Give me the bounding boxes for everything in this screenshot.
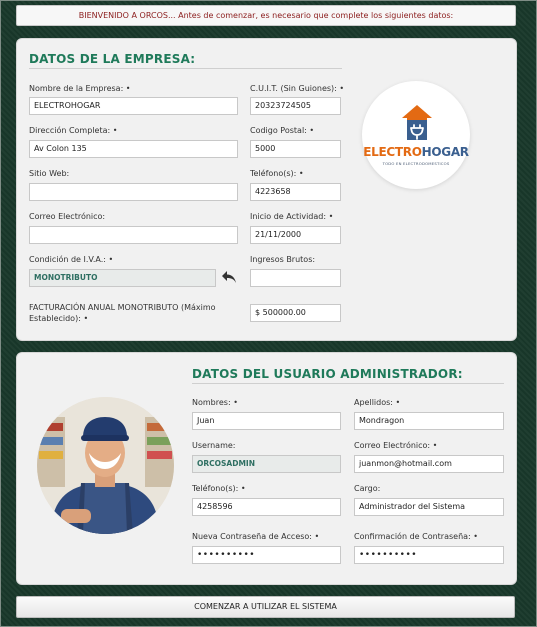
- user-phone-label: Teléfono(s): •: [192, 484, 246, 493]
- website-label: Sitio Web:: [29, 169, 70, 178]
- new-password-input[interactable]: ••••••••••: [192, 546, 341, 564]
- first-name-label: Nombres: •: [192, 398, 238, 407]
- address-input[interactable]: Av Colon 135: [29, 140, 238, 158]
- start-system-button[interactable]: COMENZAR A UTILIZAR EL SISTEMA: [16, 596, 515, 618]
- company-section-title: DATOS DE LA EMPRESA:: [29, 52, 196, 66]
- cuit-input[interactable]: 20323724505: [250, 97, 341, 115]
- undo-arrow-icon[interactable]: [221, 270, 237, 284]
- iva-condition-field: MONOTRIBUTO: [29, 269, 216, 287]
- title-divider: [192, 383, 504, 384]
- welcome-banner: BIENVENIDO A ORCOS... Antes de comenzar, es necesario que complete los siguientes datos:: [16, 5, 516, 26]
- username-field: ORCOSADMIN: [192, 455, 341, 473]
- logo-tagline: TODO EN ELECTRODOMESTICOS: [382, 161, 450, 166]
- username-label: Username:: [192, 441, 236, 450]
- company-email-label: Correo Electrónico:: [29, 212, 106, 221]
- postal-code-input[interactable]: 5000: [250, 140, 341, 158]
- user-email-label: Correo Electrónico: •: [354, 441, 438, 450]
- activity-start-input[interactable]: 21/11/2000: [250, 226, 341, 244]
- confirm-password-input[interactable]: ••••••••••: [354, 546, 504, 564]
- address-label: Dirección Completa: •: [29, 126, 118, 135]
- iva-condition-label: Condición de I.V.A.: •: [29, 255, 114, 264]
- first-name-input[interactable]: Juan: [192, 412, 341, 430]
- company-name-label: Nombre de la Empresa: •: [29, 84, 131, 93]
- company-logo: [362, 81, 470, 189]
- gross-income-input[interactable]: [250, 269, 341, 287]
- house-plug-icon: [399, 103, 435, 143]
- company-data-card: [16, 38, 517, 341]
- last-name-input[interactable]: Mondragon: [354, 412, 504, 430]
- annual-billing-label: FACTURACIÓN ANUAL MONOTRIBUTO (Máximo Establecido): •: [29, 303, 216, 323]
- position-input[interactable]: Administrador del Sistema: [354, 498, 504, 516]
- postal-code-label: Codigo Postal: •: [250, 126, 315, 135]
- gross-income-label: Ingresos Brutos:: [250, 255, 316, 264]
- last-name-label: Apellidos: •: [354, 398, 401, 407]
- position-label: Cargo:: [354, 484, 381, 493]
- company-phone-label: Teléfono(s): •: [250, 169, 304, 178]
- logo-word-hogar: HOGAR: [421, 145, 469, 159]
- company-email-input[interactable]: [29, 226, 238, 244]
- admin-section-title: DATOS DEL USUARIO ADMINISTRADOR:: [192, 367, 463, 381]
- admin-avatar: [37, 397, 174, 534]
- company-phone-input[interactable]: 4223658: [250, 183, 341, 201]
- confirm-password-label: Confirmación de Contraseña: •: [354, 532, 479, 541]
- new-password-label: Nueva Contraseña de Acceso: •: [192, 532, 320, 541]
- cuit-label: C.U.I.T. (Sin Guiones): •: [250, 84, 345, 93]
- website-input[interactable]: [29, 183, 238, 201]
- logo-wordmark: [362, 145, 470, 159]
- logo-word-electro: ELECTRO: [363, 145, 422, 159]
- user-phone-input[interactable]: 4258596: [192, 498, 341, 516]
- admin-user-card: [16, 352, 517, 585]
- cashier-photo: [37, 397, 174, 534]
- user-email-input[interactable]: juanmon@hotmail.com: [354, 455, 504, 473]
- company-name-input[interactable]: ELECTROHOGAR: [29, 97, 238, 115]
- activity-start-label: Inicio de Actividad: •: [250, 212, 334, 221]
- annual-billing-input[interactable]: $ 500000.00: [250, 304, 341, 322]
- title-divider: [29, 68, 342, 69]
